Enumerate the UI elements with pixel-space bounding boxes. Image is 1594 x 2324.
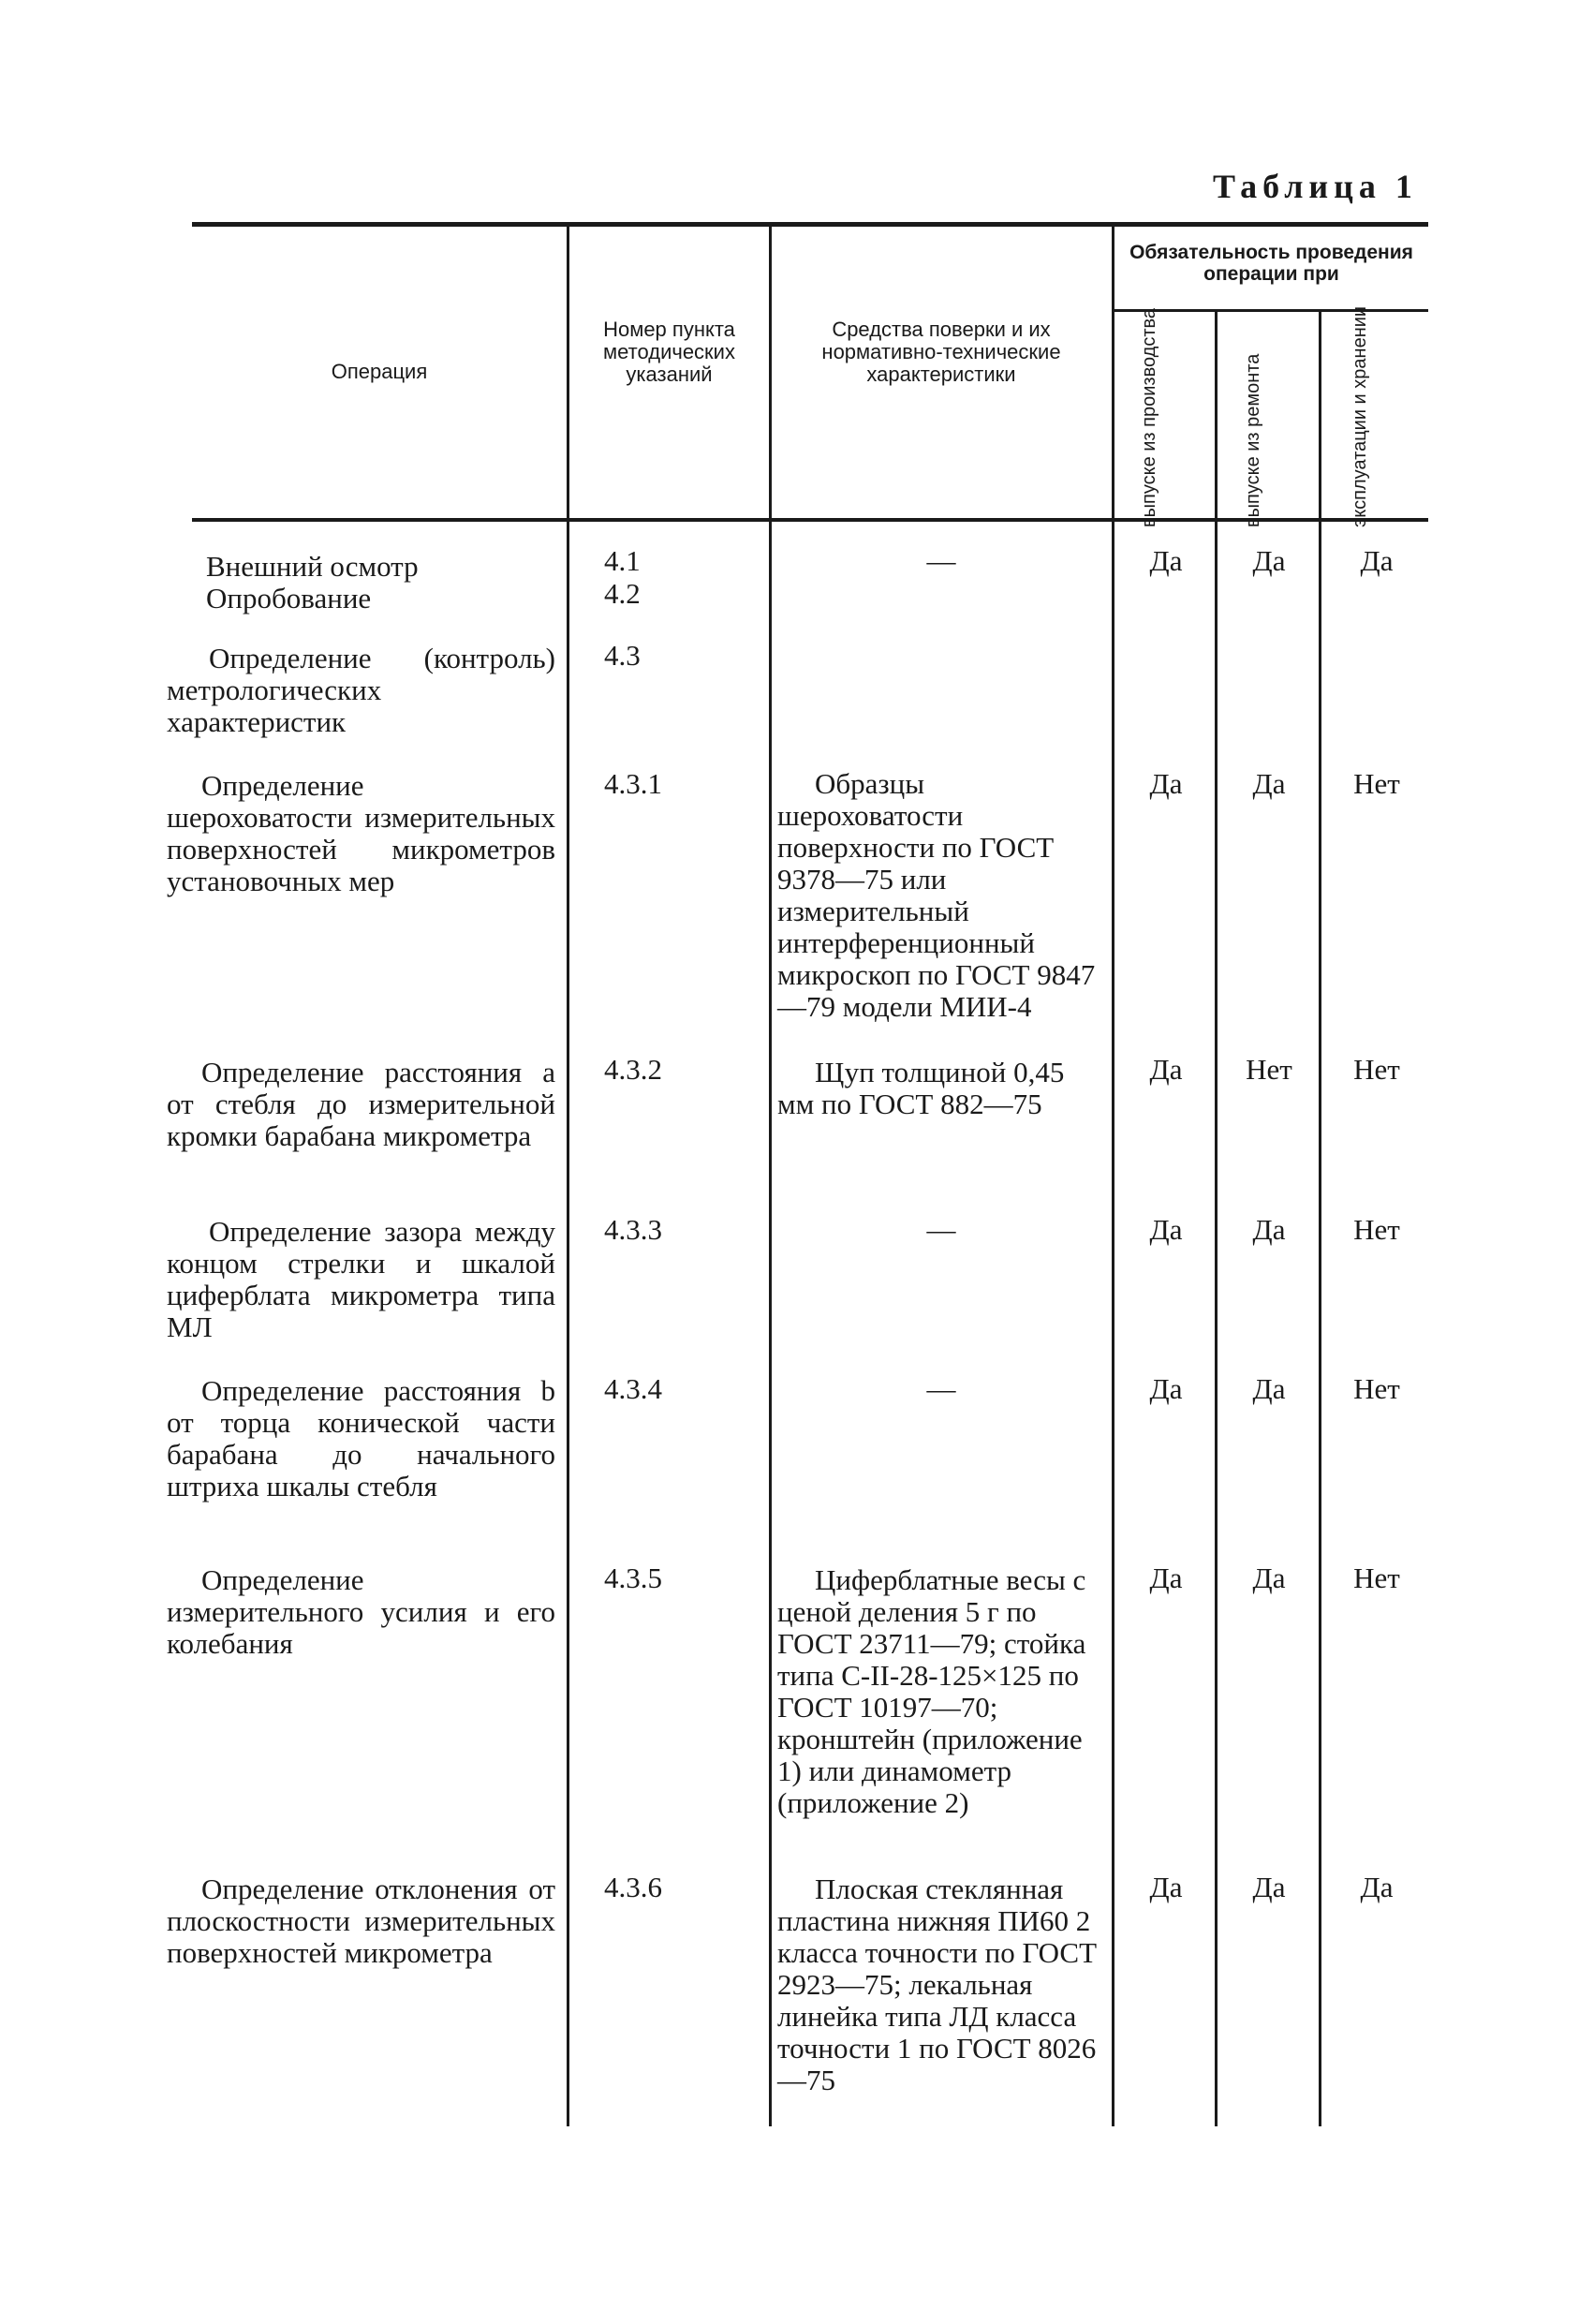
release-repair-value: Да [1252,1562,1286,1594]
clause-number: 4.3.5 [604,1562,662,1594]
header-means: Средства поверки и их нормативно-технические характеристики [821,318,1061,386]
operation-storage-value: Нет [1353,1562,1400,1594]
operation-storage-value: Да [1360,1871,1394,1903]
clause-number: 4.3.1 [604,767,662,800]
operation-storage-value: Нет [1353,1053,1400,1086]
header-operation-storage: эксплуатации и хранении [1350,305,1370,527]
column-divider [1112,225,1114,2126]
release-repair-value: Да [1252,767,1286,800]
release-production-value: Да [1149,1871,1183,1903]
means-text: Циферблатные весы с ценой деления 5 г по ГОСТ 23711—79; стойка типа С-II-28-125×125 по ГОСТ 10197—70; кронштейн (приложение 1) или динамометр (приложение 2) [777,1563,1086,1819]
table-top-rule [192,222,1428,227]
release-production-value: Да [1149,1372,1183,1405]
operation-storage-value: Нет [1353,1372,1400,1405]
header-mandatory: Обязательность проведения операции при [1129,242,1413,285]
release-production-value: Да [1149,544,1183,577]
operation-text: Определение шероховатости измерительных поверхностей микрометров установочных мер [167,769,555,897]
clause-number: 4.1 [604,544,641,577]
operation-text: Определение расстояния a от стебля до измерительной кромки барабана микрометра [167,1056,555,1152]
operation-text: Определение (контроль) метрологических характеристик [167,642,555,738]
means-text: — [926,1213,956,1246]
release-production-value: Да [1149,767,1183,800]
operation-text: Опробование [206,582,372,614]
operation-text: Определение отклонения от плоскостности измерительных поверхностей микрометра [167,1873,555,1969]
release-production-value: Да [1149,1053,1183,1086]
clause-number: 4.3 [604,639,641,672]
means-text: Щуп толщиной 0,45 мм по ГОСТ 882—75 [777,1056,1065,1120]
operation-text: Внешний осмотр [206,550,419,583]
release-repair-value: Да [1252,1871,1286,1903]
operation-text: Определение измерительного усилия и его колебания [167,1563,555,1660]
clause-number: 4.2 [604,577,641,610]
table-title: Таблица 1 [1213,168,1418,205]
release-repair-value: Да [1252,544,1286,577]
clause-number: 4.3.3 [604,1213,662,1246]
column-divider [567,225,569,2126]
release-repair-value: Нет [1246,1053,1292,1086]
column-divider [769,225,772,2126]
release-repair-value: Да [1252,1372,1286,1405]
header-clause: Номер пункта методических указаний [603,318,735,386]
operation-text: Определение зазора между концом стрелки и шкалой циферблата микрометра типа МЛ [167,1215,555,1343]
header-operation: Операция [331,360,428,383]
release-repair-value: Да [1252,1213,1286,1246]
means-text: — [926,1372,956,1405]
operation-storage-value: Да [1360,544,1394,577]
header-release-production: выпуске из производства [1139,307,1159,527]
release-production-value: Да [1149,1562,1183,1594]
release-production-value: Да [1149,1213,1183,1246]
operation-text: Определение расстояния b от торца конической части барабана до начального штриха шкалы стебля [167,1374,555,1502]
clause-number: 4.3.2 [604,1053,662,1086]
header-release-repair: выпуске из ремонта [1243,353,1263,527]
column-divider [1319,311,1321,2126]
means-text: Образцы шероховатости поверхности по ГОСТ 9378—75 или измерительный интерференционный микроскоп по ГОСТ 9847—79 модели МИИ-4 [777,767,1096,1023]
means-text: Плоская стеклянная пластина нижняя ПИ60 2 класса точности по ГОСТ 2923—75; лекальная линейка типа ЛД класса точности 1 по ГОСТ 8026—75 [777,1873,1097,2096]
operation-storage-value: Нет [1353,767,1400,800]
clause-number: 4.3.4 [604,1372,662,1405]
means-text: — [926,544,956,577]
clause-number: 4.3.6 [604,1871,662,1903]
operation-storage-value: Нет [1353,1213,1400,1246]
column-divider [1215,311,1218,2126]
